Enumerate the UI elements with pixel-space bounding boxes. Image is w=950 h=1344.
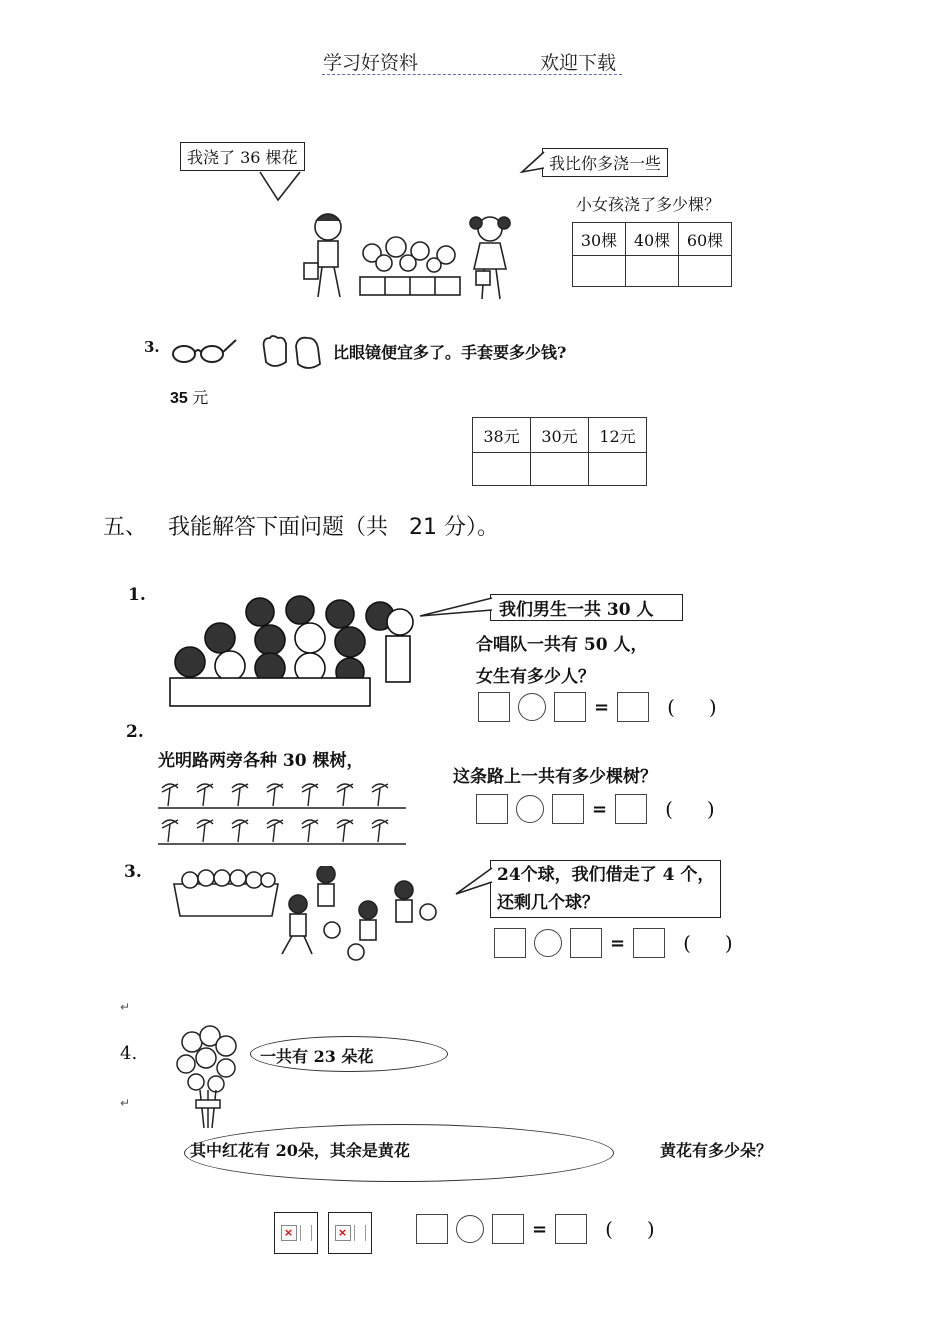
kids-watering-flowers-illustration <box>300 205 515 305</box>
problem3-equation <box>494 928 733 958</box>
gloves-answer-cell-2[interactable] <box>531 453 589 486</box>
ball-basket-kids-illustration <box>172 866 447 966</box>
gloves-answer-cell-3[interactable] <box>589 453 647 486</box>
problem2-question: 这条路上一共有多少棵树？ <box>453 767 657 787</box>
problem3-box-result[interactable] <box>633 928 665 958</box>
flowers-option-3: 60棵 <box>679 223 732 256</box>
problem1-answer-paren: ( ) <box>667 695 717 719</box>
flowers-question: 小女孩浇了多少棵？ <box>576 195 721 214</box>
problem2-operator-circle[interactable] <box>516 795 544 823</box>
tree-rows-illustration <box>158 778 408 848</box>
problem4-operator-circle[interactable] <box>456 1215 484 1243</box>
problem1-box-1[interactable] <box>478 692 510 722</box>
problem2-answer-paren: ( ) <box>665 797 715 821</box>
problem1-line1: 合唱队一共有 50 人， <box>476 635 648 655</box>
section5-points: 21 <box>409 515 438 540</box>
broken-image-1 <box>274 1212 318 1254</box>
problem2-box-1[interactable] <box>476 794 508 824</box>
tree-row-top <box>162 784 388 806</box>
problem1-number: 1. <box>128 585 146 605</box>
problem1-bubble <box>490 594 683 621</box>
problem1-operator-circle[interactable] <box>518 693 546 721</box>
glasses-price-unit: 元 <box>192 390 209 407</box>
gloves-option-2: 30元 <box>531 418 589 453</box>
problem4-bubble-top: 一共有 23 朵花 <box>260 1047 374 1066</box>
flowers-answer-cell-1[interactable] <box>573 256 626 287</box>
paragraph-mark-1: ↵ <box>120 1000 131 1014</box>
problem1-bubble-text: 我们男生一共 30 人 <box>499 600 654 620</box>
problem2-number: 2. <box>126 722 144 742</box>
section5-label: 五、 <box>103 515 148 540</box>
problem4-equals: = <box>532 1218 548 1240</box>
problem3-equals: = <box>610 932 626 954</box>
problem4-question: 黄花有多少朵？ <box>660 1141 773 1160</box>
problem3-answer-paren: ( ) <box>683 931 733 955</box>
section5-title-text: 我能解答下面问题（共 <box>168 515 389 540</box>
problem3-bubble-line2: 还剩几个球？ <box>497 893 599 913</box>
problem2-equation <box>476 794 715 824</box>
problem3-bubble <box>490 860 721 918</box>
choir-group-illustration <box>160 592 422 712</box>
broken-image-icon: × <box>335 1225 351 1241</box>
problem3-number: 3. <box>124 862 142 882</box>
broken-image-stripe <box>300 1225 312 1241</box>
problem3-box-2[interactable] <box>570 928 602 958</box>
section5-title <box>168 510 499 541</box>
problem2-box-result[interactable] <box>615 794 647 824</box>
problem3-bubble-line1: 24个球，我们借走了 4 个， <box>497 865 715 885</box>
header-right-text: 欢迎下载 <box>540 52 617 74</box>
problem1-bubble-tail <box>418 596 494 626</box>
gloves-option-3: 12元 <box>589 418 647 453</box>
boy-bubble-tail <box>240 170 320 210</box>
section5-suffix: 分）。 <box>444 515 500 540</box>
girl-speech-bubble <box>542 148 668 177</box>
gloves-option-1: 38元 <box>473 418 531 453</box>
tree-row-bottom <box>162 820 388 842</box>
problem3-box-1[interactable] <box>494 928 526 958</box>
problem3-operator-circle[interactable] <box>534 929 562 957</box>
gloves-options-table <box>472 417 647 486</box>
broken-image-2 <box>328 1212 372 1254</box>
boy-speech-bubble <box>180 142 305 171</box>
girl-speech-text: 我比你多浇一些 <box>549 154 662 173</box>
problem1-line2: 女生有多少人？ <box>476 667 595 687</box>
problem2-left-text: 光明路两旁各种 30 棵树， <box>158 751 364 771</box>
problem4-answer-paren: ( ) <box>605 1217 655 1241</box>
glasses-price-label <box>170 385 208 408</box>
gloves-question-number: 3. <box>144 338 160 356</box>
gloves-question: 比眼镜便宜多了。手套要多少钱? <box>333 343 567 362</box>
broken-image-stripe <box>354 1225 366 1241</box>
glasses-icon <box>168 334 240 368</box>
flowers-options-table <box>572 222 732 287</box>
problem4-bubble-main: 其中红花有 20朵，其余是黄花 <box>190 1141 410 1160</box>
flower-bouquet-icon <box>168 1024 248 1134</box>
broken-image-icon: × <box>281 1225 297 1241</box>
flowers-option-1: 30棵 <box>573 223 626 256</box>
problem1-equals: = <box>594 696 610 718</box>
gloves-icon <box>258 334 328 374</box>
problem4-box-result[interactable] <box>555 1214 587 1244</box>
flowers-answer-cell-3[interactable] <box>679 256 732 287</box>
problem2-box-2[interactable] <box>552 794 584 824</box>
problem4-box-2[interactable] <box>492 1214 524 1244</box>
glasses-price-value: 35 <box>170 390 188 407</box>
problem1-box-2[interactable] <box>554 692 586 722</box>
flowers-option-2: 40棵 <box>626 223 679 256</box>
girl-bubble-tail <box>518 148 548 178</box>
problem4-equation <box>416 1214 655 1244</box>
header-left-text: 学习好资料 <box>323 52 419 74</box>
problem2-equals: = <box>592 798 608 820</box>
header-divider <box>322 74 622 75</box>
problem3-bubble-tail <box>454 866 494 900</box>
paragraph-mark-2: ↵ <box>120 1096 131 1110</box>
problem1-box-result[interactable] <box>617 692 649 722</box>
ball-basket <box>174 884 278 916</box>
problem4-box-1[interactable] <box>416 1214 448 1244</box>
flowers-answer-cell-2[interactable] <box>626 256 679 287</box>
problem4-number: 4. <box>120 1043 138 1064</box>
problem1-equation <box>478 692 717 722</box>
boy-speech-text: 我浇了 36 棵花 <box>187 148 298 167</box>
gloves-answer-cell-1[interactable] <box>473 453 531 486</box>
